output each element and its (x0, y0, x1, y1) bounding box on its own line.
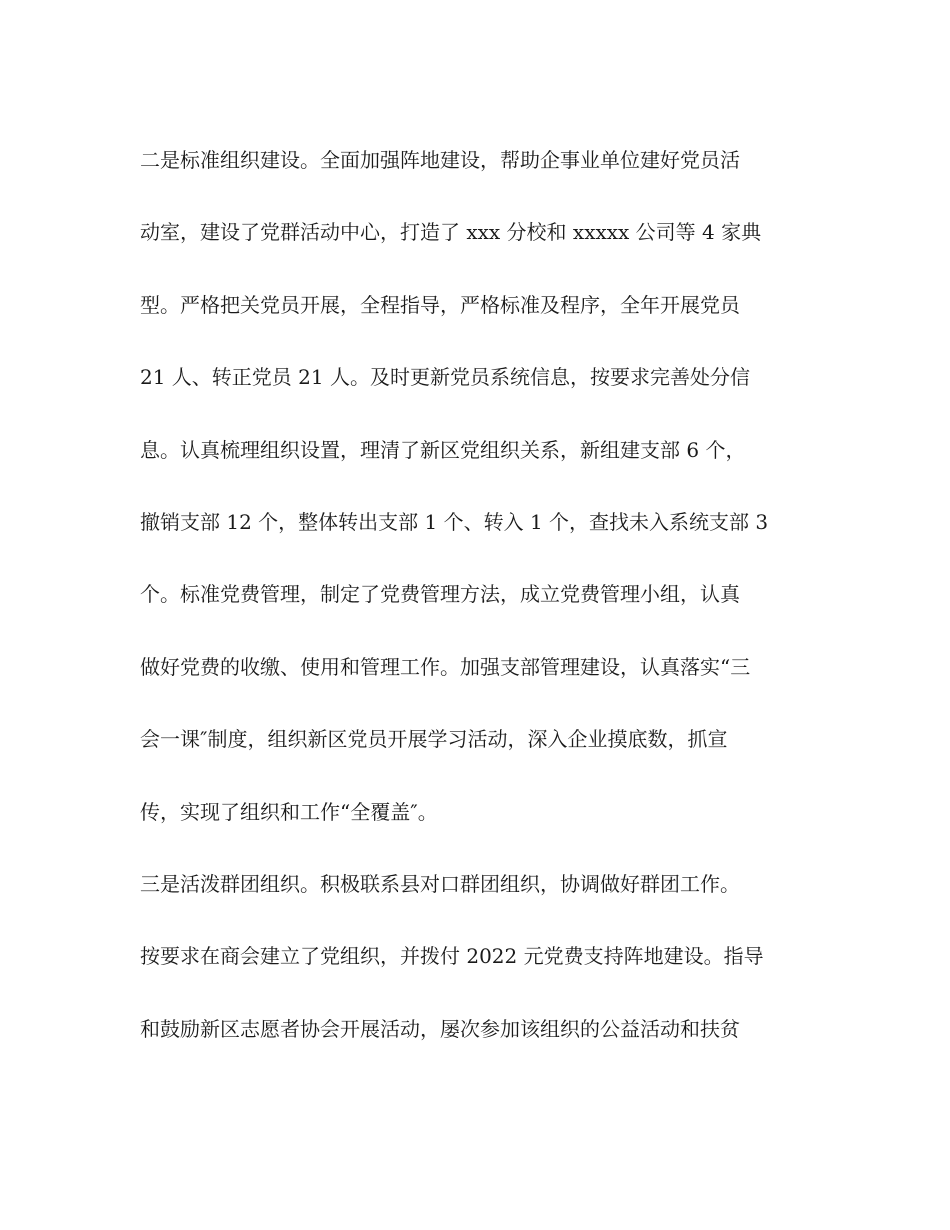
text-line: 做好党费的收缴、使用和管理工作。加强支部管理建设，认真落实“三 (140, 654, 751, 679)
text-line: 三是活泼群团组织。积极联系县对口群团组织，协调做好群团工作。 (140, 871, 740, 896)
text-line: 传，实现了组织和工作“全覆盖″。 (140, 799, 438, 824)
text-line: 21 人、转正党员 21 人。及时更新党员系统信息，按要求完善处分信 (140, 365, 750, 390)
document-body (140, 138, 820, 1079)
text-line: 按要求在商会建立了党组织，并拨付 2022 元党费支持阵地建设。指导 (140, 944, 764, 969)
text-line: 和鼓励新区志愿者协会开展活动，屡次参加该组织的公益活动和扶贫 (140, 1016, 740, 1041)
text-line: 二是标准组织建设。全面加强阵地建设，帮助企事业单位建好党员活 (140, 148, 740, 172)
text-line: 撤销支部 12 个，整体转出支部 1 个、转入 1 个，查找未入系统支部 3 (140, 509, 769, 534)
text-line: 息。认真梳理组织设置，理清了新区党组织关系，新组建支部 6 个， (140, 437, 746, 462)
text-line: 会一课″制度，组织新区党员开展学习活动，深入企业摸底数，抓宣 (140, 727, 728, 752)
text-line: 个。标准党费管理，制定了党费管理方法，成立党费管理小组，认真 (140, 582, 740, 607)
text-line: 动室，建设了党群活动中心，打造了 xxx 分校和 xxxxx 公司等 4 家典 (140, 220, 762, 245)
text-line: 型。严格把关党员开展，全程指导，严格标准及程序，全年开展党员 (140, 292, 740, 317)
